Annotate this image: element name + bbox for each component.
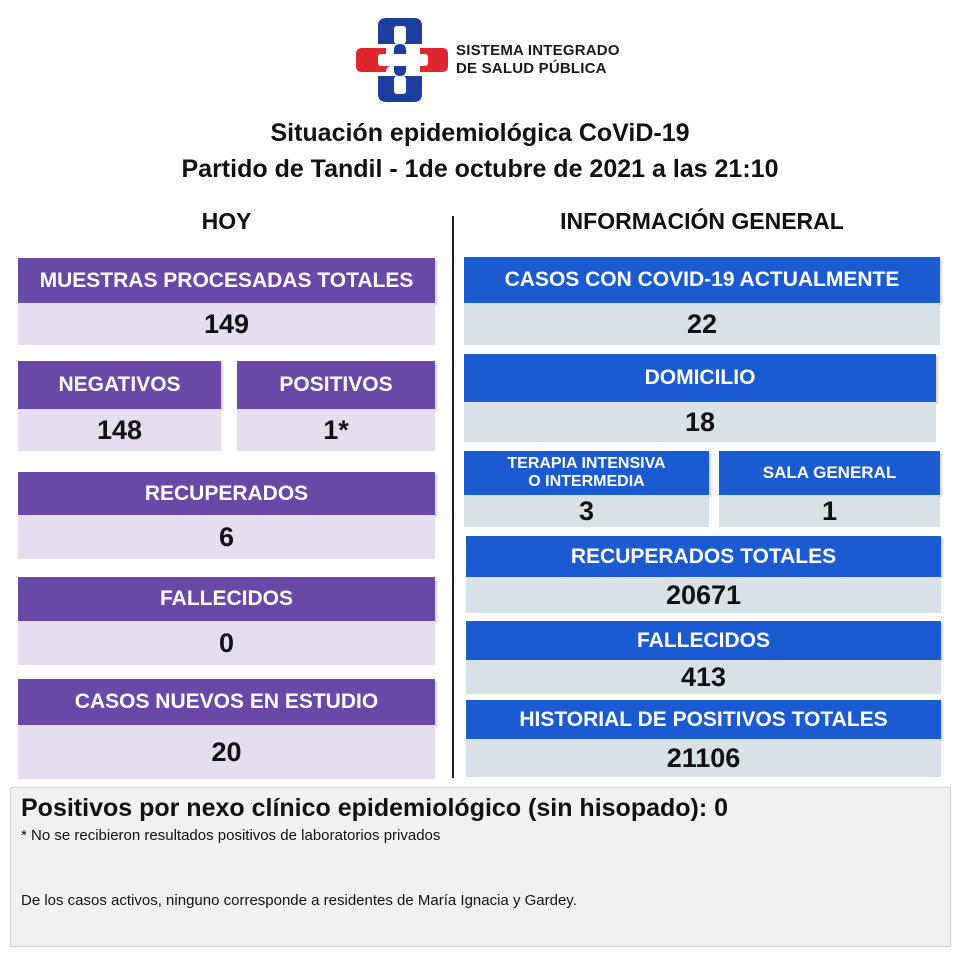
logo-line-1: SISTEMA INTEGRADO <box>456 42 620 59</box>
terapia-value: 3 <box>464 495 709 527</box>
general-heading: INFORMACIÓN GENERAL <box>560 208 844 234</box>
negativos-label: NEGATIVOS <box>18 361 221 409</box>
muestras-label: MUESTRAS PROCESADAS TOTALES <box>18 258 435 303</box>
muestras-value: 149 <box>18 303 435 345</box>
fallecidos-hoy-value: 0 <box>18 621 435 665</box>
recuperados-totales-label: RECUPERADOS TOTALES <box>466 536 941 577</box>
health-cross-icon <box>356 14 450 106</box>
active-cases-note: De los casos activos, ninguno corresponde a residentes de María Ignacia y Gardey. <box>21 892 577 909</box>
logo-text <box>456 42 620 78</box>
casos-nuevos-value: 20 <box>18 725 435 779</box>
domicilio-value: 18 <box>464 402 936 442</box>
nexo-clinico-note: Positivos por nexo clínico epidemiológico (sin hisopado): 0 <box>21 794 729 822</box>
report-title: Situación epidemiológica CoViD-19 <box>270 119 690 147</box>
notes-box <box>10 787 951 947</box>
recuperados-label: RECUPERADOS <box>18 472 435 515</box>
casos-nuevos-label: CASOS NUEVOS EN ESTUDIO <box>18 679 435 725</box>
positivos-label: POSITIVOS <box>237 361 435 409</box>
historial-label: HISTORIAL DE POSITIVOS TOTALES <box>466 700 941 739</box>
casos-actuales-label: CASOS CON COVID-19 ACTUALMENTE <box>464 257 940 303</box>
sala-general-value: 1 <box>719 495 940 527</box>
casos-actuales-value: 22 <box>464 303 940 345</box>
fallecidos-total-value: 413 <box>466 660 941 694</box>
recuperados-value: 6 <box>18 515 435 559</box>
sala-general-label: SALA GENERAL <box>719 451 940 495</box>
domicilio-label: DOMICILIO <box>464 354 936 402</box>
fallecidos-hoy-label: FALLECIDOS <box>18 577 435 621</box>
footnote: * No se recibieron resultados positivos de laboratorios privados <box>21 827 441 844</box>
fallecidos-total-label: FALLECIDOS <box>466 621 941 660</box>
terapia-label-line-2: O INTERMEDIA <box>528 473 645 490</box>
column-divider <box>452 216 454 778</box>
recuperados-totales-value: 20671 <box>466 577 941 613</box>
terapia-label <box>464 451 709 495</box>
terapia-label-line-1: TERAPIA INTENSIVA <box>507 455 666 473</box>
sisp-logo <box>356 14 620 106</box>
historial-value: 21106 <box>466 739 941 777</box>
hoy-heading: HOY <box>201 208 252 234</box>
logo-line-2: DE SALUD PÚBLICA <box>456 60 607 77</box>
report-subtitle: Partido de Tandil - 1de octubre de 2021 a las 21:10 <box>181 155 779 183</box>
negativos-value: 148 <box>18 409 221 451</box>
positivos-value: 1* <box>237 409 435 451</box>
